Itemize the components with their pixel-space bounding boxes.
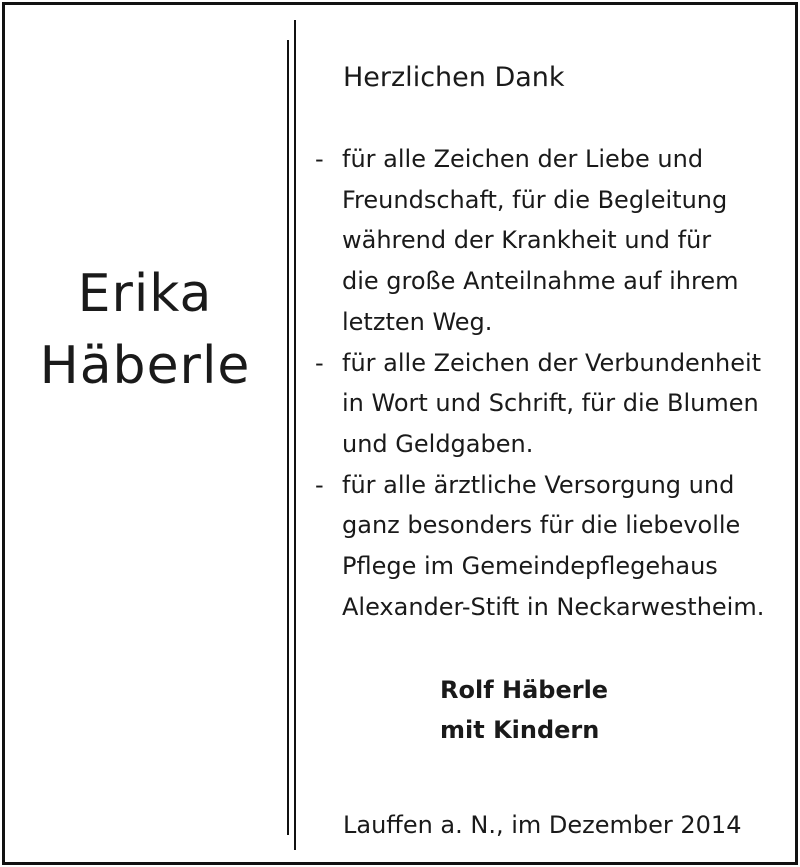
thanks-item	[315, 139, 795, 343]
notice-heading: Herzlichen Dank	[343, 62, 565, 93]
thanks-line: während der Krankheit und für	[342, 226, 712, 255]
last-name: Häberle	[39, 336, 251, 396]
place-date-line: Lauffen a. N., im Dezember 2014	[343, 811, 742, 839]
vertical-divider-left	[287, 40, 289, 835]
deceased-name	[0, 258, 290, 402]
thanks-item	[315, 343, 795, 465]
thanks-item	[315, 465, 795, 628]
signature-block	[440, 670, 608, 750]
thanks-list	[315, 139, 795, 627]
thanks-line: und Geldgaben.	[342, 429, 534, 458]
thanks-line: für alle Zeichen der Verbundenheit	[342, 348, 762, 377]
signature-name: Rolf Häberle	[440, 676, 609, 704]
thanks-line: die große Anteilnahme auf ihrem	[342, 267, 739, 296]
thanks-line: Alexander-Stift in Neckarwestheim.	[342, 592, 765, 621]
dash-bullet: -	[315, 470, 324, 499]
first-name: Erika	[77, 264, 213, 324]
signature-family: mit Kindern	[440, 716, 600, 744]
thanks-line: Freundschaft, für die Begleitung	[342, 185, 728, 214]
thanks-line: in Wort und Schrift, für die Blumen	[342, 389, 759, 418]
vertical-divider-right	[294, 20, 296, 850]
thanks-line: letzten Weg.	[342, 307, 493, 336]
dash-bullet: -	[315, 145, 324, 173]
thanks-line: für alle ärztliche Versorgung und	[342, 470, 735, 499]
thanks-line: für alle Zeichen der Liebe und	[342, 145, 704, 173]
thanks-line: Pflege im Gemeindepflegehaus	[342, 552, 718, 581]
dash-bullet: -	[315, 348, 324, 377]
thanks-line: ganz besonders für die liebevolle	[342, 511, 741, 540]
